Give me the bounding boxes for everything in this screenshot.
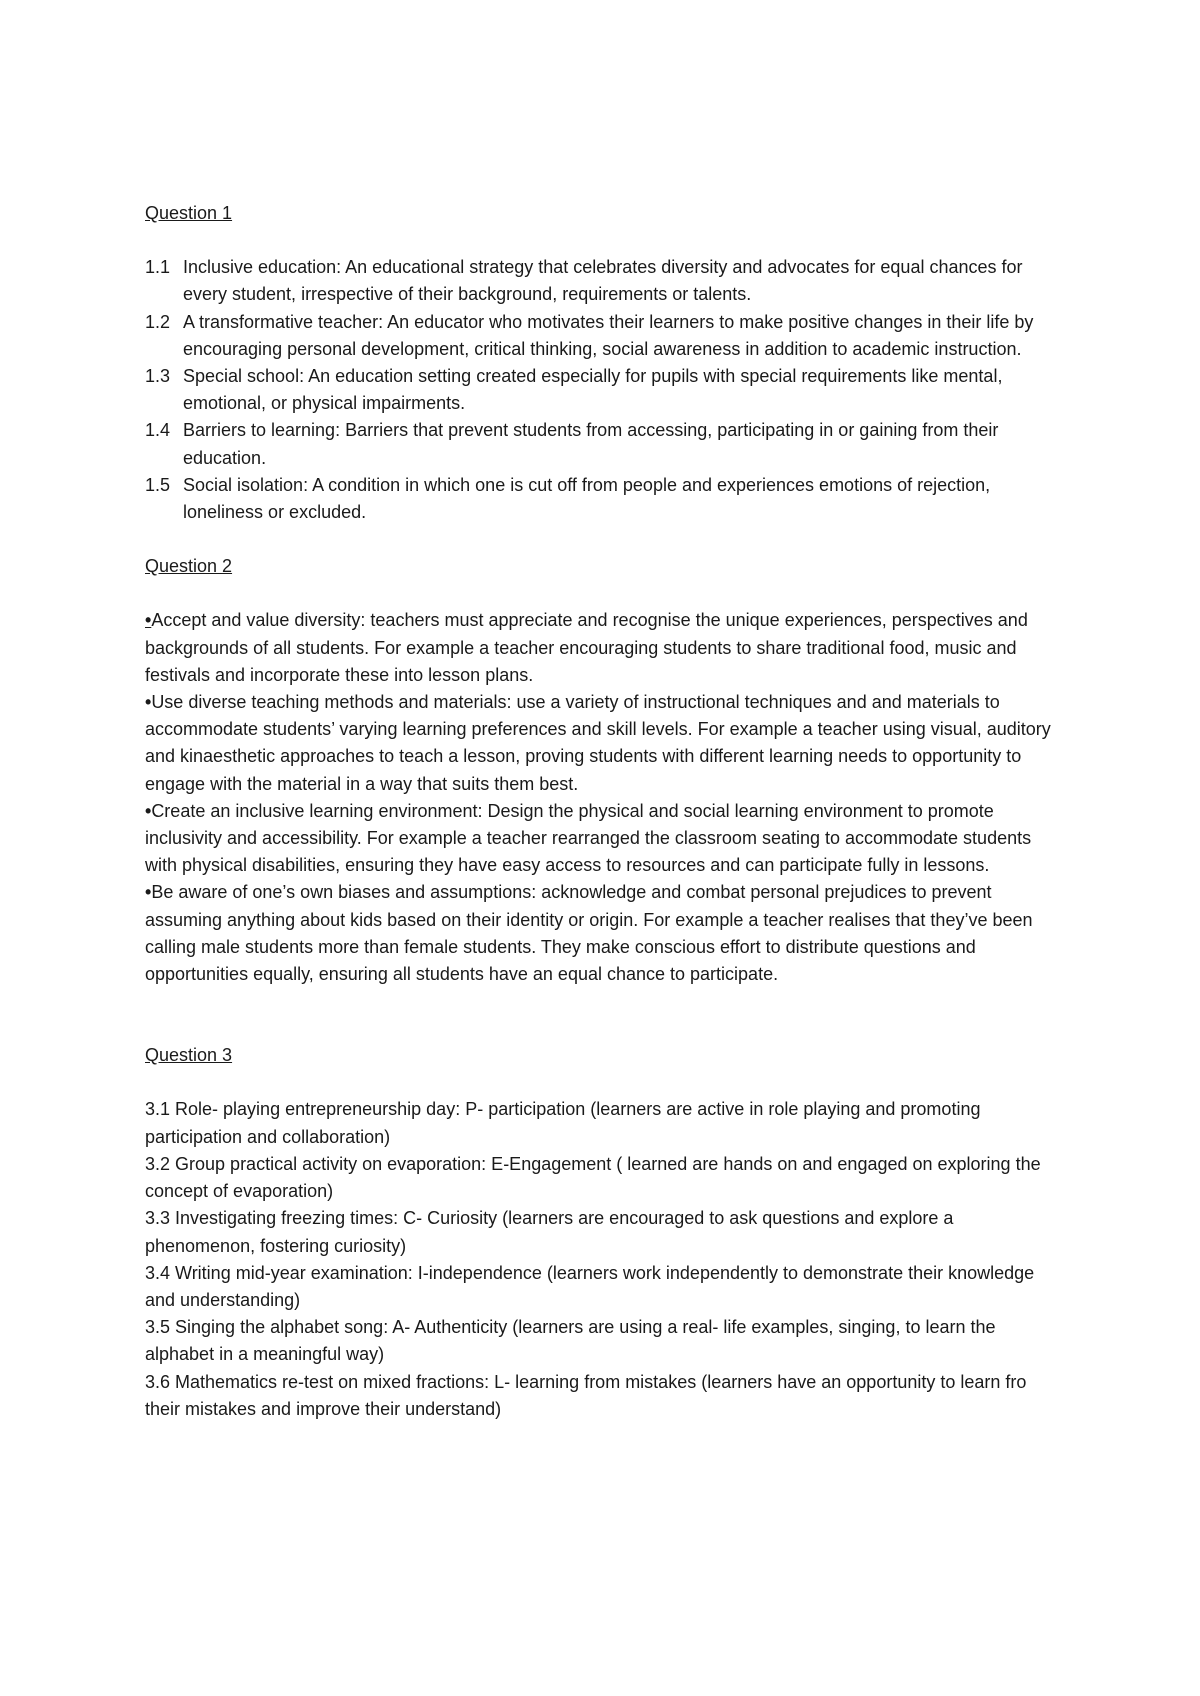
answer-item: 3.1 Role- playing entrepreneurship day: P- participation (learners are active in role playing and promoting participation and collaboration) — [145, 1099, 981, 1147]
definition-item — [145, 417, 1065, 471]
bullet-text: Be aware of one’s own biases and assumptions: acknowledge and combat personal prejudices to prevent assuming anything about kids based on their identity or origin. For example a teacher realises that they’ve been calling male students more than female students. They make conscious effort to distribute questions and opportunities equally, ensuring all students have an equal chance to participate. — [145, 882, 1033, 985]
item-number: 1.2 — [145, 311, 171, 332]
item-number: 1.3 — [145, 366, 171, 387]
answer-item: 3.3 Investigating freezing times: C- Curiosity (learners are encouraged to ask questions and explore a phenomenon, fostering curiosity) — [145, 1208, 954, 1256]
bullet-text: Use diverse teaching methods and materials: use a variety of instructional techniques and and materials to accommodate students’ varying learning preferences and skill levels. For example a teacher using visual, auditory and kinaesthetic approaches to teach a lesson, proving students with different learning needs to opportunity to engage with the material in a way that suits them best. — [145, 692, 1051, 794]
bullet-text: Accept and value diversity: teachers must appreciate and recognise the unique experiences, perspectives and backgrounds of all students. For example a teacher encouraging students to share traditional food, music and festivals and incorporate these into lesson plans. — [145, 610, 1028, 685]
item-number: 1.1 — [145, 257, 171, 278]
item-number: 1.4 — [145, 420, 171, 441]
definition-item — [145, 309, 1065, 363]
item-text: Barriers to learning: Barriers that prevent students from accessing, participating in or gaining from their education. — [183, 420, 999, 468]
question-3-answers — [145, 1096, 1065, 1422]
question-2-heading: Question 2 — [145, 556, 233, 577]
document-body — [145, 200, 1065, 1423]
item-text: Social isolation: A condition in which one is cut off from people and experiences emotions of rejection, loneliness or excluded. — [183, 474, 991, 523]
item-text: A transformative teacher: An educator who motivates their learners to make positive changes in their life by encouraging personal development, critical thinking, social awareness in addition to academic instruction. — [183, 311, 1034, 359]
answer-item: 3.4 Writing mid-year examination: I-independence (learners work independently to demonstrate their knowledge and understanding) — [145, 1262, 1035, 1310]
item-text: Special school: An education setting created especially for pupils with special requirements like mental, emotional, or physical impairments. — [183, 366, 1003, 414]
question-2-bullets — [145, 607, 1065, 988]
definition-item — [145, 363, 1065, 417]
bullet-paragraph — [145, 689, 1065, 798]
bullet-paragraph — [145, 607, 1065, 689]
answer-item: 3.5 Singing the alphabet song: A- Authenticity (learners are using a real- life examples, singing, to learn the alphabet in a meaningful way) — [145, 1317, 996, 1365]
bullet-text: Create an inclusive learning environment: Design the physical and social learning environment to promote inclusivity and accessibility. For example a teacher rearranged the classroom seating to accommodate students with physical disabilities, ensuring they have easy access to resources and can participate fully in lessons. — [145, 800, 1032, 876]
bullet-icon: • — [145, 610, 152, 631]
bullet-paragraph — [145, 879, 1065, 988]
item-text: Inclusive education: An educational strategy that celebrates diversity and advocates for equal chances for every student, irrespective of their background, requirements or talents. — [183, 257, 1023, 305]
question-1-heading: Question 1 — [145, 203, 233, 223]
answer-item: 3.2 Group practical activity on evaporation: E-Engagement ( learned are hands on and engaged on exploring the concept of evaporation) — [145, 1153, 1041, 1202]
bullet-icon: • — [145, 882, 152, 903]
item-number: 1.5 — [145, 474, 171, 495]
definition-item — [145, 472, 1065, 526]
question-1-definitions — [145, 254, 1065, 526]
bullet-icon: • — [145, 800, 152, 821]
answer-item: 3.6 Mathematics re-test on mixed fractions: L- learning from mistakes (learners have an opportunity to learn fro their mistakes and improve their understand) — [145, 1371, 1027, 1419]
bullet-paragraph — [145, 798, 1065, 880]
question-3-heading: Question 3 — [145, 1045, 233, 1066]
definition-item — [145, 254, 1065, 308]
bullet-icon: • — [145, 692, 152, 713]
